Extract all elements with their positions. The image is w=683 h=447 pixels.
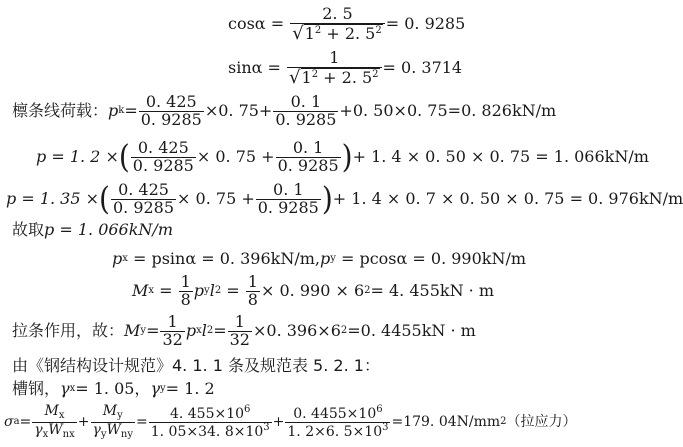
cos-lhs: cosα [228,14,266,34]
sin-numerator: 1 [329,48,340,67]
cos-numerator: 2. 5 [322,4,353,23]
cos-result: = 0. 9285 [385,14,466,34]
code-reference: 由《钢结构设计规范》4. 1. 1 条及规范表 5. 2. 1： [12,356,380,375]
cos-denominator: √ $1^2 + 2$. $5^2$ [290,23,385,43]
px-py-line: p x = p sinα = 0. 396kN/m, p y = p cosα = 0. 990kN/m [112,249,527,268]
moment-mx-line: M x = $\frac{1}{8}$ p y l 2 = $\frac{1}{8}$ × 0. 990 × 6 2 = 4. 455kN · m [132,272,495,309]
stress-result: =179. 04N/mm [391,414,501,430]
combination-2-result: + 1. 4 × 0. 7 × 0. 50 × 0. 75 = 0. 976kN/m [332,189,683,209]
sin-alpha-line: sinα = 1 √ $1^2 + 2$. $5^2$ = 0. 3714 [228,48,463,88]
combination-1-result: + 1. 4 × 0. 50 × 0. 75 = 1. 066kN/m [352,147,649,167]
cos-fraction [290,6,385,43]
line-load-equation: 檩条线荷载： p k = $\frac{0. 425}{0. 9285}$ ×0. 75+ $\frac{0. 1}{0. 9285}$ +0. 50×0. 75=0. 826kN/m [12,92,557,129]
sin-denominator: √ $1^2 + 2$. $5^2$ [287,67,382,87]
cos-alpha-line: cosα = 2. 5 √ $1^2 + 2$. $5^2$ = 0. 9285 [228,4,466,44]
channel-coefficients: 槽钢， γ x = 1. 05， γ y = 1. 2 [12,379,215,398]
stress-type: （拉应力） [506,414,577,430]
line-load-label: 檩条线荷载： [12,101,109,121]
load-combination-1: p = 1. 2 × ( $\frac{0. 425}{0. 9285}$ × 0. 75 + $\frac{0. 1}{0. 9285}$ ) + 1. 4 × 0. 50 × 0. 75 = 1. 066kN/m [36,137,649,176]
line-load-fraction-1: $\frac{0. 425}{0. 9285}$ [140,92,202,129]
load-combination-2: p = 1. 35 × ( $\frac{0. 425}{0. 9285}$ × 0. 75 + $\frac{0. 1}{0. 9285}$ ) + 1. 4 × 0. 7 × 0. 50 × 0. 75 = 0. 976kN/m [6,179,683,218]
sin-fraction [287,50,382,87]
take-p-line: 故取 p = 1. 066kN/m [12,220,173,239]
tie-rod-line: 拉条作用，故： M y = $\frac{1}{32}$ p x l 2 = $\frac{1}{32}$ ×0. 396×6 2 =0. 4455kN · m [12,312,476,349]
line-load-fraction-2: $\frac{0. 1}{0. 9285}$ [275,92,337,129]
sin-lhs: sinα [228,58,263,78]
line-load-result: +0. 50×0. 75=0. 826kN/m [339,101,557,121]
sin-result: = 0. 3714 [382,58,463,78]
stress-equation: σ a = $\frac{M_x}{\gamma_xW_{nx}}$ + $\frac{M_y}{\gamma_yW_{ny}}$ = $\frac{4. 455\times 10^6}{1. 05\times 34. 8\times 10^3}$ + $\frac{0. 4455\times 10^6}{1. 2\times 6. 5\times 10^3}$ =179. 04N/mm 2 （拉应力） [4,403,577,440]
